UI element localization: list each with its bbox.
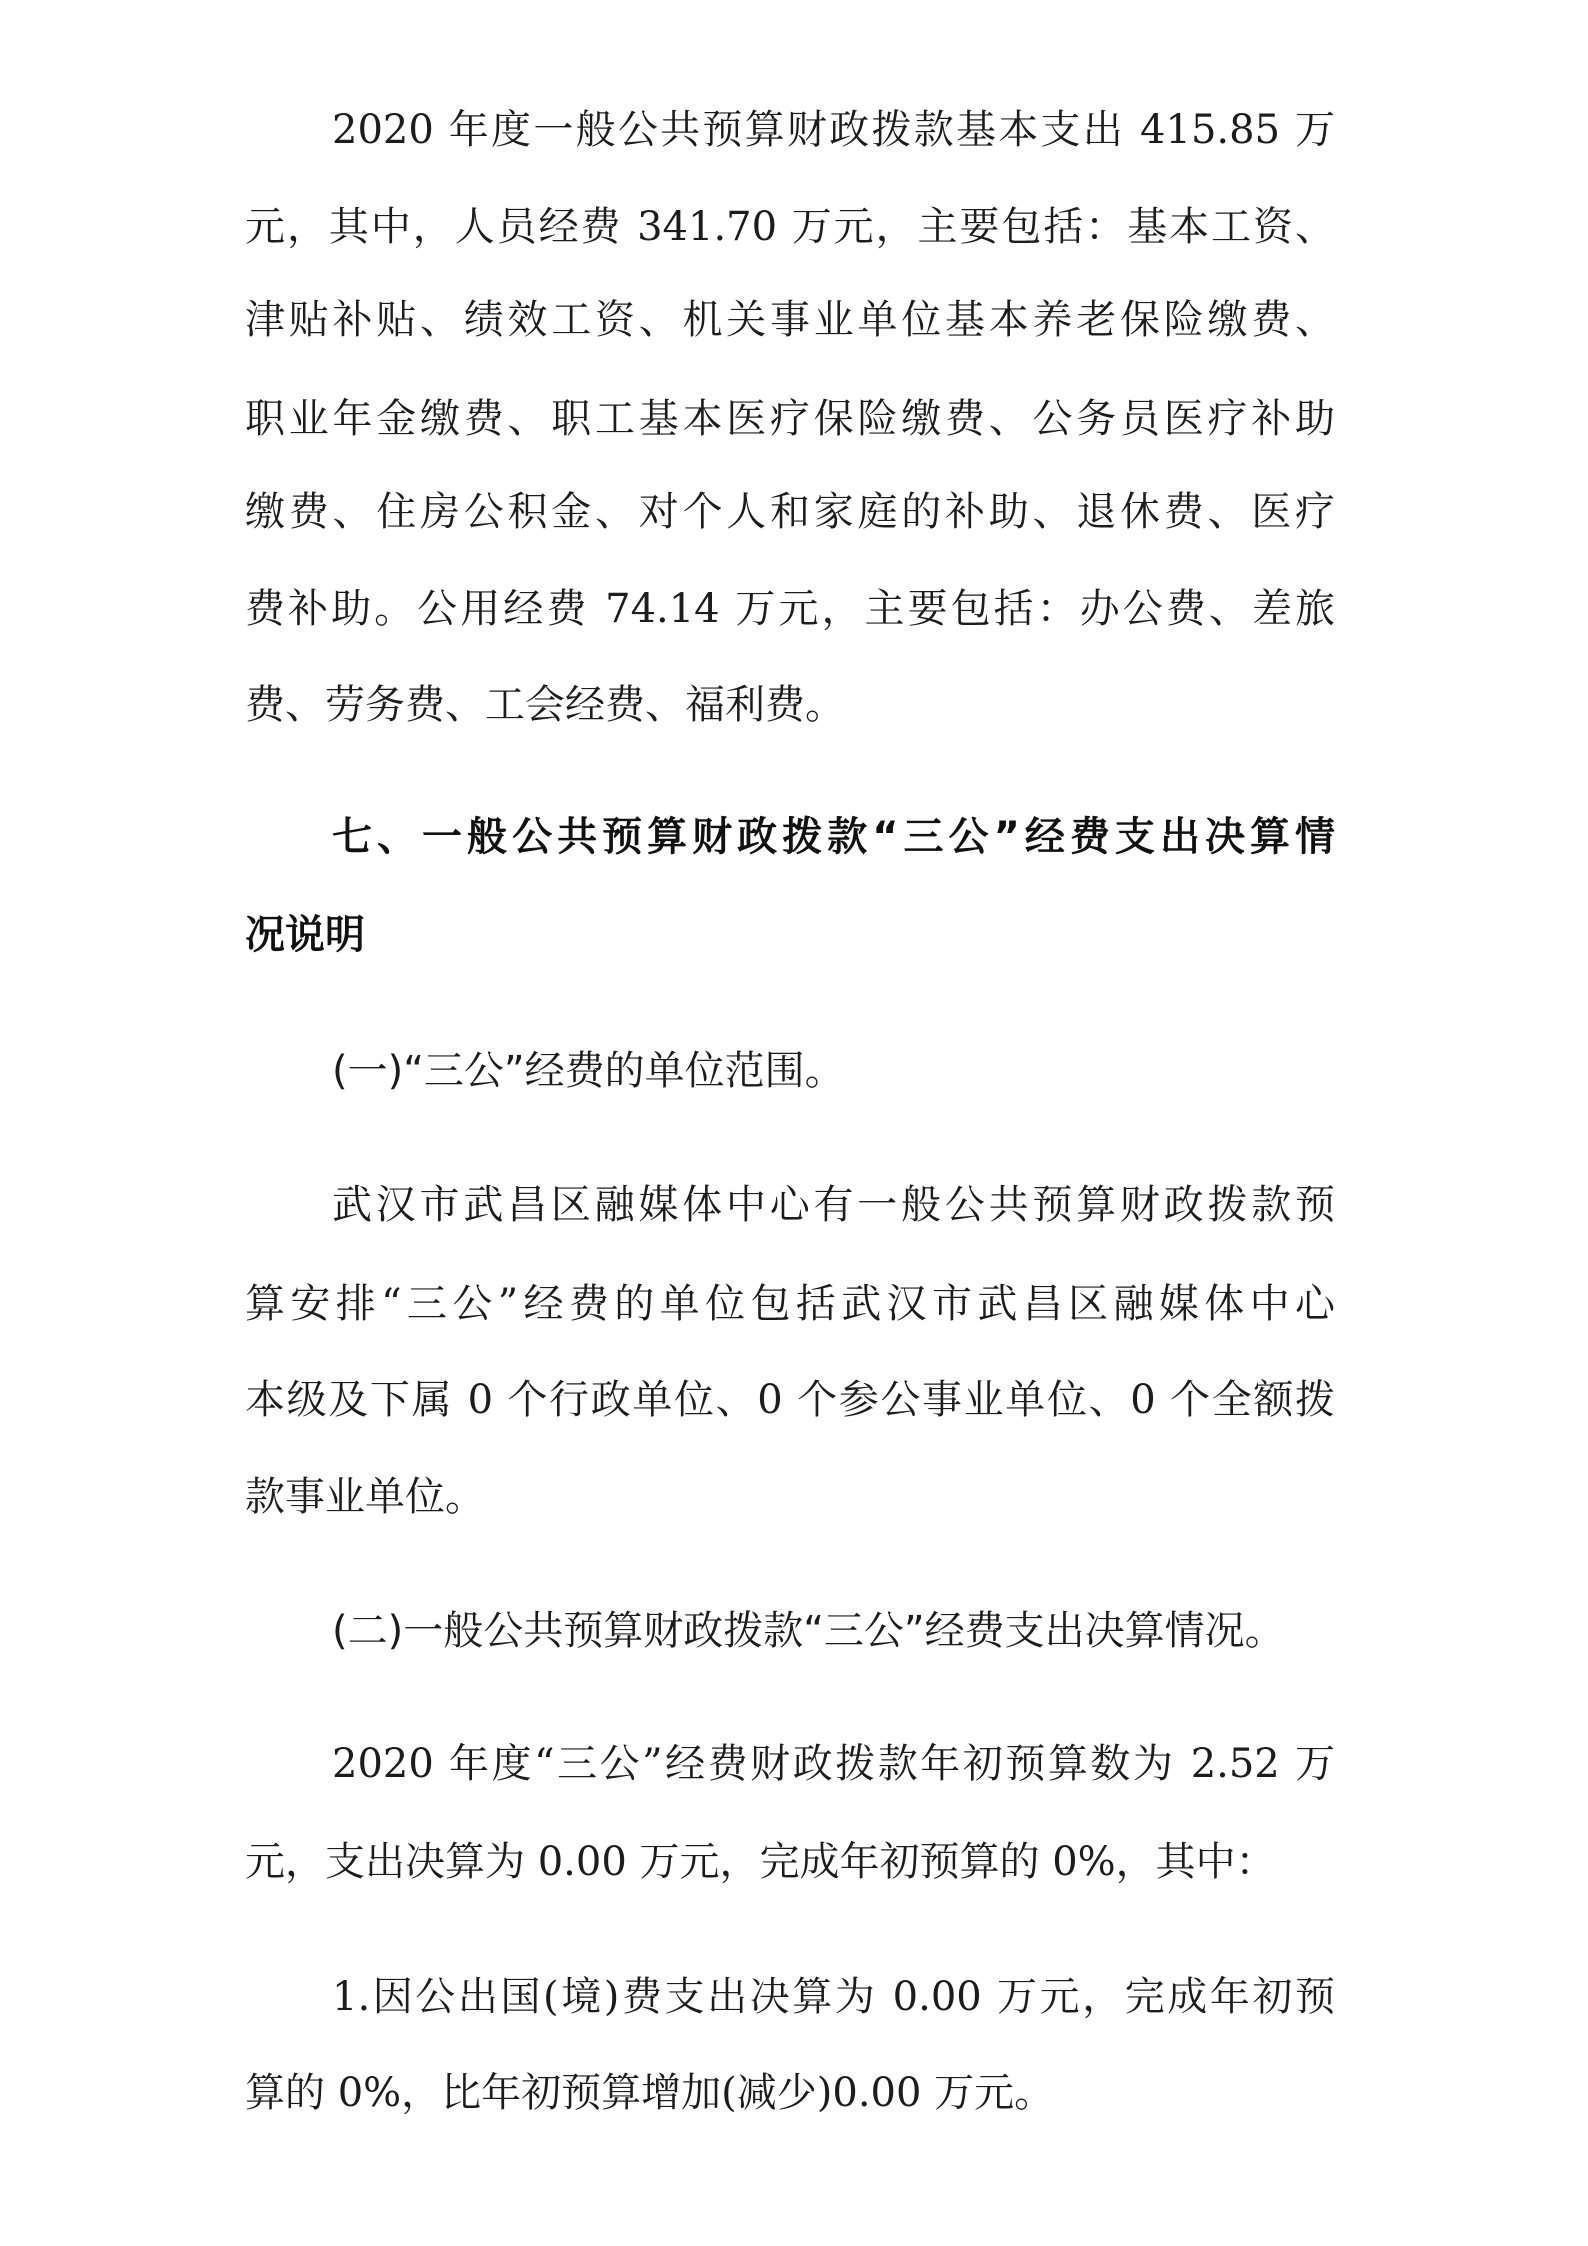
subsection-heading: (一)“三公”经费的单位范围。 <box>332 1048 845 1094</box>
paragraph-line: 费、劳务费、工会经费、福利费。 <box>245 682 845 728</box>
paragraph-line: 津贴补贴、绩效工资、机关事业单位基本养老保险缴费、 <box>245 297 1335 343</box>
paragraph-line: 武汉市武昌区融媒体中心有一般公共预算财政拨款预 <box>332 1182 1335 1228</box>
subsection-heading: (二)一般公共预算财政拨款“三公”经费支出决算情况。 <box>332 1608 1285 1654</box>
paragraph-line: 元，支出决算为 0.00 万元，完成年初预算的 0%，其中： <box>245 1839 1276 1885</box>
list-item-line: 1.因公出国(境)费支出决算为 0.00 万元，完成年初预 <box>332 1974 1335 2020</box>
paragraph-line: 2020 年度一般公共预算财政拨款基本支出 415.85 万 <box>332 107 1335 153</box>
paragraph-line: 款事业单位。 <box>245 1474 485 1520</box>
paragraph-line: 缴费、住房公积金、对个人和家庭的补助、退休费、医疗 <box>245 489 1335 535</box>
paragraph-line: 算安排“三公”经费的单位包括武汉市武昌区融媒体中心 <box>245 1281 1335 1327</box>
paragraph-line: 职业年金缴费、职工基本医疗保险缴费、公务员医疗补助 <box>245 396 1335 442</box>
paragraph-line: 费补助。公用经费 74.14 万元，主要包括：办公费、差旅 <box>245 586 1335 632</box>
paragraph-line: 元，其中，人员经费 341.70 万元，主要包括：基本工资、 <box>245 204 1335 250</box>
paragraph-line: 2020 年度“三公”经费财政拨款年初预算数为 2.52 万 <box>332 1741 1335 1787</box>
section-heading-line: 七、一般公共预算财政拨款“三公”经费支出决算情 <box>332 814 1335 860</box>
section-heading-line: 况说明 <box>245 912 365 958</box>
list-item-line: 算的 0%，比年初预算增加(减少)0.00 万元。 <box>245 2070 1055 2116</box>
paragraph-line: 本级及下属 0 个行政单位、0 个参公事业单位、0 个全额拨 <box>245 1377 1335 1423</box>
